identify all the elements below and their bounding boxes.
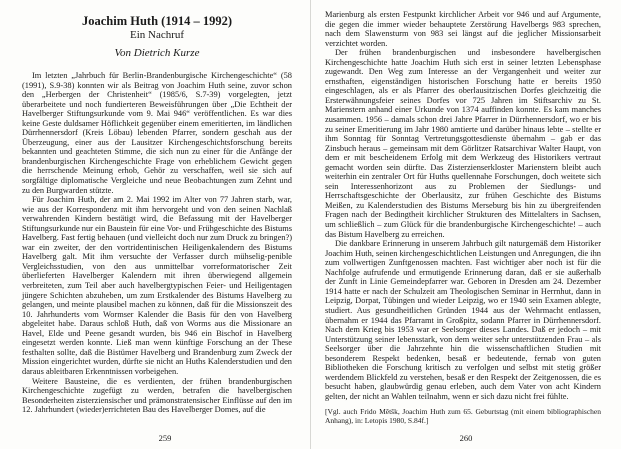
paragraph: Die dankbare Erinnerung in unserem Jahrbuch gilt naturgemäß dem Historiker Joachim Huth, seinen kirchengeschichtlichen Leistungen und Anregungen, die ihn zum vollwertigen Zunftgenossen machten. Fast wichtiger aber noch ist für die Nachfolge aufrufende und ermutigende Erinnerung daran, daß er sie außerhalb der Zunft in Linie Gemeindepfarrer war. Geboren in Dresden am 24. Dezember 1914 hatte er nach der Schulzeit am Theologischen Seminar in Herrnhut, dann in Leipzig, Dorpat, Tübingen und wieder Leipzig, wo er 1940 sein Examen ablegte, studiert. Aus gesundheitlichen Gründen 1944 aus der Wehrmacht entlassen, übernahm er 1944 das Pfarramt in Großpitz, sodann Pfarrer in Dürrhennersdorf. Nach dem Krieg bis 1953 war er Seelsorger dieses Landes. Daß er jedoch – mit Unterstützung seiner lebensstark, von dem weiter sehr unterstützenden Frau – als Seelsorger über die Jahrzehnte hin die wissenschaftlichen Studien mit besonderem Respekt bedenken, besaß er bedeutende, fernab von guten Bibliotheken die Forschung kritisch zu verfolgen und selbst mit stetig größer werdendem Blickfeld zu verstehen, besaß er den Respekt der Zeitgenossen, die es besucht haben, glaubwürdig genau erleben, auch dem Vater von acht Kindern gelten, der nicht an Wahlen teilnahm, wenn er sich dazu nicht frei fühlte. [325, 239, 601, 401]
article-subtitle: Ein Nachruf [129, 29, 185, 41]
article-title: Joachim Huth (1914 – 1992) [82, 14, 232, 28]
paragraph: Weitere Bausteine, die es verdienten, der frühen brandenburgischen Kirchengeschichte zugefügt zu werden, betrafen die havelbergischen Besonderheiten zisterziensischer und prämonstratensischer Einflüsse auf den im 12. Jahrhundert (wieder)errichteten Bau des Havelberger Domes, auf die [22, 376, 292, 415]
article-author: Von Dietrich Kurze [114, 47, 200, 59]
paragraph: Im letzten „Jahrbuch für Berlin-Brandenburgische Kirchengeschichte“ (58 (1991), S.9-38) konnten wir als Beitrag von Joachim Huth seine, zuvor schon den „Herbergen der Christenheit“ (1985/6, S.7-39) vorgelegten, jetzt überarbeitete und noch fundierteren Beweisführungen über „Die Echtheit der Havelberger Stiftungsurkunde vom 9. Mai 946“ veröffentlichen. Es war dies keine Geste duldsamer Höflichkeit gegenüber einem emeritierten, im ländlichen Dürrhennersdorf (Kreis Löbau) lebenden Pfarrer, sondern geschah aus der Überzeugung, einer aus der Lausitzer Kirchengeschichtsforschung bereits bekannten und geachteten Stimme, die sich nun zu einer für die Anfänge der brandenburgischen Kirchengeschichte Frage von erheblichem Gewicht gegen die herrschende Meinung erhob, Gehör zu verschaffen, weil sie sich auf sorgfältige diplomatische Vergleiche und neue Beobachtungen zum Zehnt und zu den Burgwarden stützte. [22, 71, 292, 195]
left-page [0, 0, 310, 449]
paragraph: Für Joachim Huth, der am 2. Mai 1992 im Alter von 77 Jahren starb, war, wie aus der Korrespondenz mit ihm hervorgeht und von den seinen Nachlaß verwahrenden Kindern bestätigt wird, die Befassung mit der Havelberger Stiftungsurkunde nur ein Baustein für eine Vor- und Frühgeschichte des Bistums Havelberg. Fast fertig behauen (und vielleicht doch nur zum Druck zu bringen?) war ein zweiter, der den vortridentinischen Heiligenkalendern des Bistums Havelberg galt. Mit ihm versuchte der Verfasser durch mühselig-penible Vergleichsstudien, von den aus unmittelbar vorreformatorischer Zeit überlieferten Havelberger Kalendern mit ihren überwiegend allgemein verbreiteten, zum Teil aber auch havelbergtypischen Feier- und Heiligentagen jüngere Schichten abzuheben, um zum Erstkalender des Bistums Havelberg zu gelangen, und meinte plausibel machen zu können, daß für die Missionszeit des 10. Jahrhunderts vom Wormser Kalender die Basis für den von Havelberg abgeleitet habe. Daraus schloß Huth, daß von Worms aus die Missionare an Havel, Elde und Peene gesandt wurden, bis 946 ein Bischof in Havelberg eingesetzt werden konnte. Ließ man wenn künftige Forschung an der These festhalten sollte, daß die Bistümer Havelberg und Brandenburg zum Zweck der Mission eingerichtet wurden, dürfte sie nicht an Huths Kalenderstudien und den daraus ableitbaren Erkenntnissen vorbeigehen. [22, 195, 292, 376]
page-number: 260 [459, 433, 473, 443]
paragraph: Der frühen brandenburgischen und insbesondere havelbergischen Kirchengeschichte hatte Joachim Huth sich erst in seiner letzten Lebensphase zugewandt. Den Weg zum Interesse an der Vergangenheit und weiter zur ernsthaften, eigenständigen historischen Forschung hatte er bereits 1950 eingeschlagen, als er als Pfarrer des oberlausitzischen Dorfes gleichzeitig die Ersterwähnungsfeier seines Dorfes vor 725 Jahren im Stiftsarchiv zu St. Marienstern anhand einer Urkunde von 1374 auffinden konnte. Es kam manches zusammen. 1956 – damals schon drei Jahre Pfarrer in Dürrhennersdorf, wo er bis zu seiner Emeritierung im Jahr 1980 amtierte und darüber hinaus lebte – stellte er ihm Sonntag für Sonntag Vertretungsgottesdienste übernahm – gab er das Zinsbuch heraus – gemeinsam mit dem Görlitzer Ratsarchivar Walter Haupt, von dem er mit bescheidenem Erfolg mit dem Werkzeug des Historikers vertraut gemacht worden sein dürfte. Das Zisterzienserkloster Marienstern bleibt auch weiterhin ein zentraler Ort für Huths quellennahe Forschungen, doch weitete sich sein Interessenhorizont aus zu Problemen der Siedlungs- und Herrschaftsgeschichte der Oberlausitz, zur frühen Geschichte des Bistums Meißen, zu Kalenderstudien des Bistums Merseburg bis hin zu übergreifenden Fragen nach der Bedingtheit kirchlicher Strukturen des Mittelalters in Sachsen, um schließlich – zum Glück für die brandenburgische Kirchengeschichte! – auch das Bistum Havelberg zu erreichen. [325, 48, 601, 239]
page-number: 259 [158, 433, 172, 443]
paragraph: Marienburg als ersten Festpunkt kirchlicher Arbeit vor 946 und auf Argumente, die gegen die immer wieder behauptete Zerstörung Havelbergs 983 sprechen, nach dem Slawensturm von 983 sei längst auf die jeglicher Missionsarbeit verzichtet worden. [325, 10, 601, 48]
right-page [311, 0, 621, 449]
footnote: [Vgl. auch Frido Mětšk, Joachim Huth zum 65. Geburtstag (mit einem bibliographischen Anhang), in: Letopis 1980, S.84f.] [325, 407, 601, 426]
